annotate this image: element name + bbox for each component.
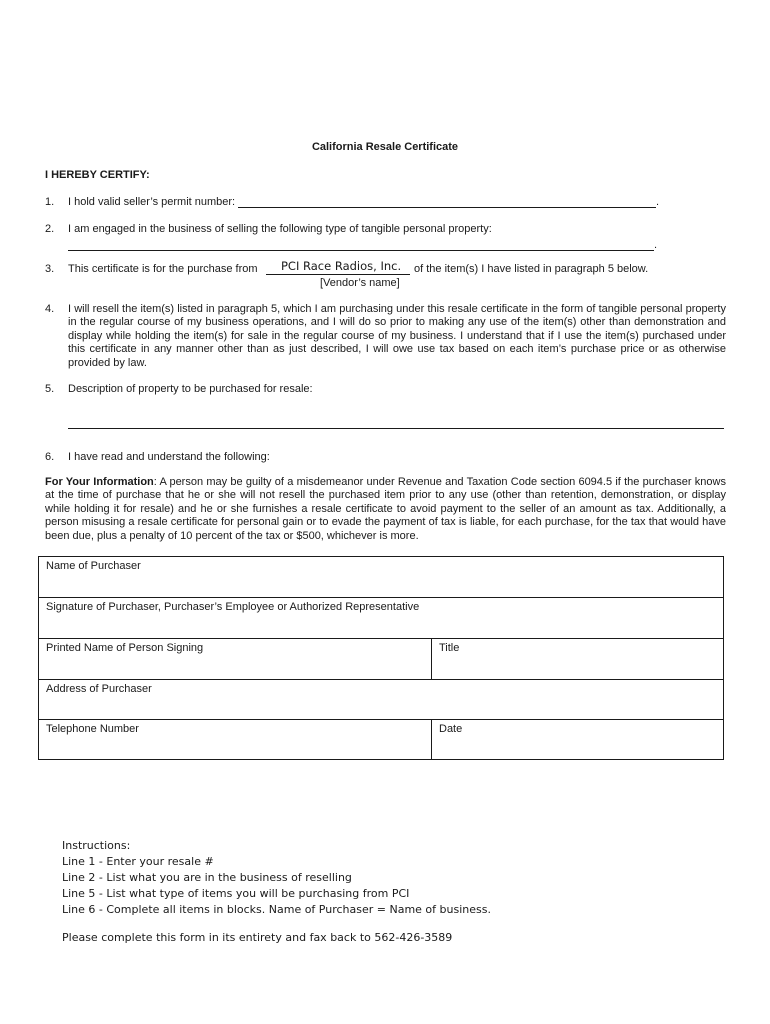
instructions-block xyxy=(62,838,491,918)
printed-name-field[interactable] xyxy=(39,639,431,680)
item-4-number: 4. xyxy=(45,303,55,315)
item-2-period: . xyxy=(654,239,658,251)
vendor-name-caption: [Vendor’s name] xyxy=(320,277,400,289)
name-of-purchaser-label: Name of Purchaser xyxy=(46,560,141,572)
signature-label: Signature of Purchaser, Purchaser’s Employee or Authorized Representative xyxy=(46,601,420,613)
vendor-name-field[interactable] xyxy=(266,274,410,275)
date-field[interactable] xyxy=(432,720,723,760)
item-3-number: 3. xyxy=(45,263,55,275)
telephone-field[interactable] xyxy=(39,720,431,760)
printed-name-row xyxy=(39,639,723,680)
item-2-text: I am engaged in the business of selling the following type of tangible personal property: xyxy=(68,223,492,235)
printed-name-label: Printed Name of Person Signing xyxy=(46,642,204,654)
fyi-text: : A person may be guilty of a misdemeanor under Revenue and Taxation Code section 6094.5 if the purchaser knows at the time of purchase that he or she will not resell the purchased item prior to any use (other than retention, demonstration, or display while holding it for resale) and he or she furnishes a resale certificate to avoid payment to the seller of an amount as tax. Additionally, a person misusing a resale certificate for personal gain or to evade the payment of tax is liable, for each purchase, for the tax that would have been due, plus a penalty of 10 percent of the tax or $500, whichever is more. xyxy=(45,476,726,542)
name-of-purchaser-field[interactable] xyxy=(39,557,723,598)
item-6-number: 6. xyxy=(45,451,55,463)
item-1-text: I hold valid seller’s permit number: xyxy=(68,196,236,208)
title-label: Title xyxy=(439,642,460,654)
item-6-text: I have read and understand the following: xyxy=(68,451,270,463)
address-label: Address of Purchaser xyxy=(46,683,152,695)
address-field[interactable] xyxy=(39,680,723,720)
instruction-line: Line 1 - Enter your resale # xyxy=(62,855,214,868)
instructions-heading: Instructions: xyxy=(62,839,131,852)
telephone-row xyxy=(39,720,723,760)
date-label: Date xyxy=(439,723,463,735)
item-3-text-before: This certificate is for the purchase from xyxy=(68,263,258,275)
fyi-label: For Your Information xyxy=(45,476,154,488)
item-1-number: 1. xyxy=(45,196,55,208)
title-field[interactable] xyxy=(432,639,723,680)
property-description-field[interactable] xyxy=(68,428,724,429)
item-5-text: Description of property to be purchased for resale: xyxy=(68,383,313,395)
item-2-number: 2. xyxy=(45,223,55,235)
telephone-label: Telephone Number xyxy=(46,723,139,735)
item-4-text: I will resell the item(s) listed in paragraph 5, which I am purchasing under this resale certificate in the form of tangible personal property in the regular course of my business operations, and I will do so prior to making any use of the item(s) other than demonstration and display while holding the item(s) for sale in the regular course of my business. I understand that if I use the item(s) purchased under this certificate in any manner other than as just described, I will owe use tax based on each item’s purchase price or as otherwise provided by law. xyxy=(68,303,726,369)
business-type-field[interactable] xyxy=(68,250,654,251)
vendor-name-value: PCI Race Radios, Inc. xyxy=(281,259,402,273)
seller-permit-number-field[interactable] xyxy=(238,207,656,208)
fax-note: Please complete this form in its entirety and fax back to 562-426-3589 xyxy=(62,931,453,944)
item-3-text-after: of the item(s) I have listed in paragraph 5 below. xyxy=(414,263,649,275)
item-1-period: . xyxy=(656,196,660,208)
instruction-line: Line 6 - Complete all items in blocks. Name of Purchaser = Name of business. xyxy=(62,903,491,916)
signature-field[interactable] xyxy=(39,598,723,639)
item-5-number: 5. xyxy=(45,383,55,395)
for-your-information-paragraph xyxy=(45,476,726,543)
purchaser-info-table xyxy=(38,556,724,760)
instruction-line: Line 5 - List what type of items you will be purchasing from PCI xyxy=(62,887,410,900)
certify-heading: I HEREBY CERTIFY: xyxy=(45,169,150,181)
document-title: California Resale Certificate xyxy=(311,141,459,153)
instruction-line: Line 2 - List what you are in the business of reselling xyxy=(62,871,352,884)
